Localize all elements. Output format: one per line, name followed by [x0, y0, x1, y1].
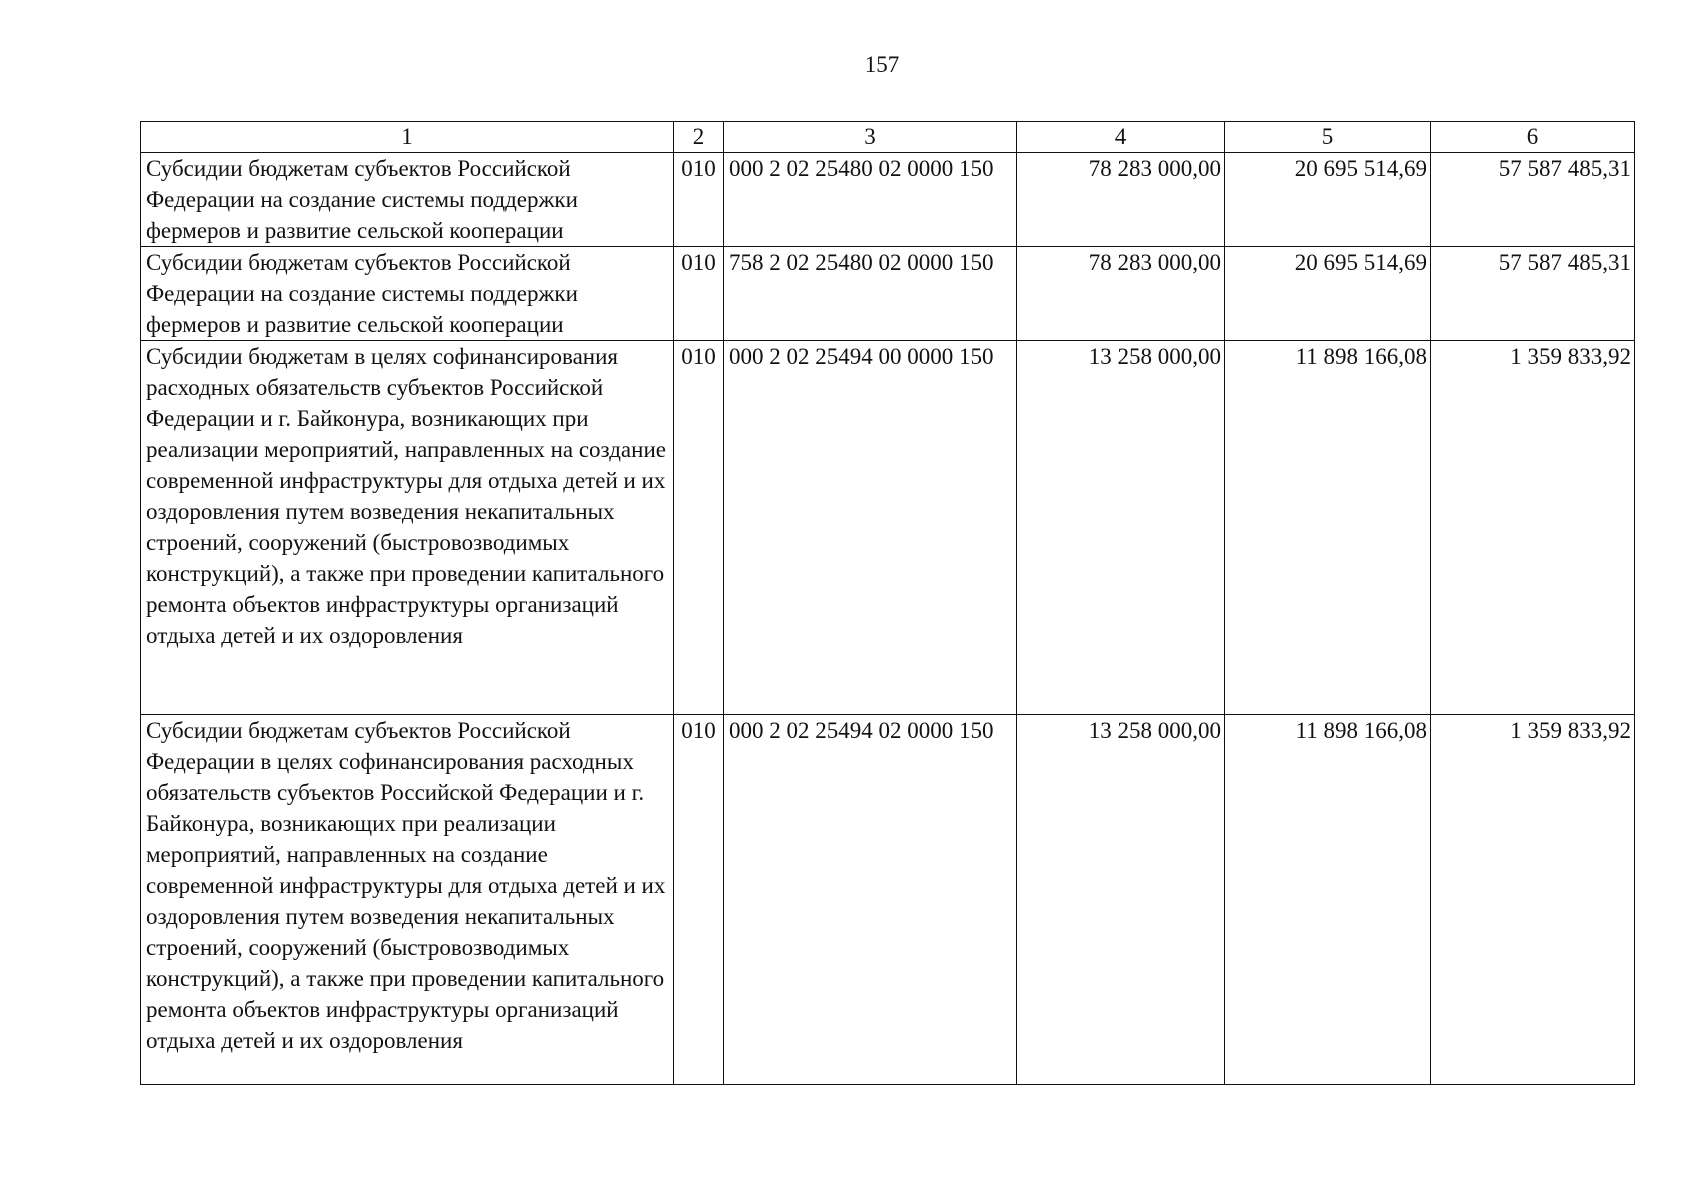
row-col2-cell: 010 — [674, 715, 724, 1085]
row-col5-cell: 11 898 166,08 — [1225, 341, 1431, 715]
row-name-cell: Субсидии бюджетам в целях софинансирования расходных обязательств субъектов Российской Федерации и г. Байконура, возникающих при реализации мероприятий, направленных на создание современной инфраструктуры для отдыха детей и их оздоровления путем возведения некапитальных строений, сооружений (быстровозводимых конструкций), а также при проведении капитального ремонта объектов инфраструктуры организаций отдыха детей и их оздоровления — [141, 341, 674, 715]
report-table — [140, 121, 1635, 1085]
row-code-cell: 758 2 02 25480 02 0000 150 — [724, 247, 1017, 341]
column-header-6: 6 — [1431, 122, 1635, 153]
row-col6-cell: 1 359 833,92 — [1431, 715, 1635, 1085]
table-row — [141, 153, 1635, 247]
row-name-cell: Субсидии бюджетам субъектов Российской Федерации в целях софинансирования расходных обязательств субъектов Российской Федерации и г. Байконура, возникающих при реализации мероприятий, направленных на создание современной инфраструктуры для отдыха детей и их оздоровления путем возведения некапитальных строений, сооружений (быстровозводимых конструкций), а также при проведении капитального ремонта объектов инфраструктуры организаций отдыха детей и их оздоровления — [141, 715, 674, 1085]
row-col4-cell: 78 283 000,00 — [1017, 153, 1225, 247]
table-row — [141, 715, 1635, 1085]
row-code-cell: 000 2 02 25494 00 0000 150 — [724, 341, 1017, 715]
row-col5-cell: 11 898 166,08 — [1225, 715, 1431, 1085]
row-col2-cell: 010 — [674, 247, 724, 341]
row-col2-cell: 010 — [674, 341, 724, 715]
table-row — [141, 247, 1635, 341]
row-col5-cell: 20 695 514,69 — [1225, 153, 1431, 247]
table-row — [141, 341, 1635, 715]
row-col6-cell: 1 359 833,92 — [1431, 341, 1635, 715]
row-col4-cell: 78 283 000,00 — [1017, 247, 1225, 341]
row-col6-cell: 57 587 485,31 — [1431, 153, 1635, 247]
column-header-5: 5 — [1225, 122, 1431, 153]
row-code-cell: 000 2 02 25480 02 0000 150 — [724, 153, 1017, 247]
row-name-cell: Субсидии бюджетам субъектов Российской Федерации на создание системы поддержки фермеров и развитие сельской кооперации — [141, 247, 674, 341]
column-header-2: 2 — [674, 122, 724, 153]
row-code-cell: 000 2 02 25494 02 0000 150 — [724, 715, 1017, 1085]
row-col6-cell: 57 587 485,31 — [1431, 247, 1635, 341]
row-col4-cell: 13 258 000,00 — [1017, 341, 1225, 715]
row-name-cell: Субсидии бюджетам субъектов Российской Федерации на создание системы поддержки фермеров и развитие сельской кооперации — [141, 153, 674, 247]
row-col5-cell: 20 695 514,69 — [1225, 247, 1431, 341]
header-row — [141, 122, 1635, 153]
page-number: 157 — [864, 52, 900, 77]
row-col2-cell: 010 — [674, 153, 724, 247]
row-col4-cell: 13 258 000,00 — [1017, 715, 1225, 1085]
column-header-3: 3 — [724, 122, 1017, 153]
column-header-4: 4 — [1017, 122, 1225, 153]
column-header-1: 1 — [141, 122, 674, 153]
